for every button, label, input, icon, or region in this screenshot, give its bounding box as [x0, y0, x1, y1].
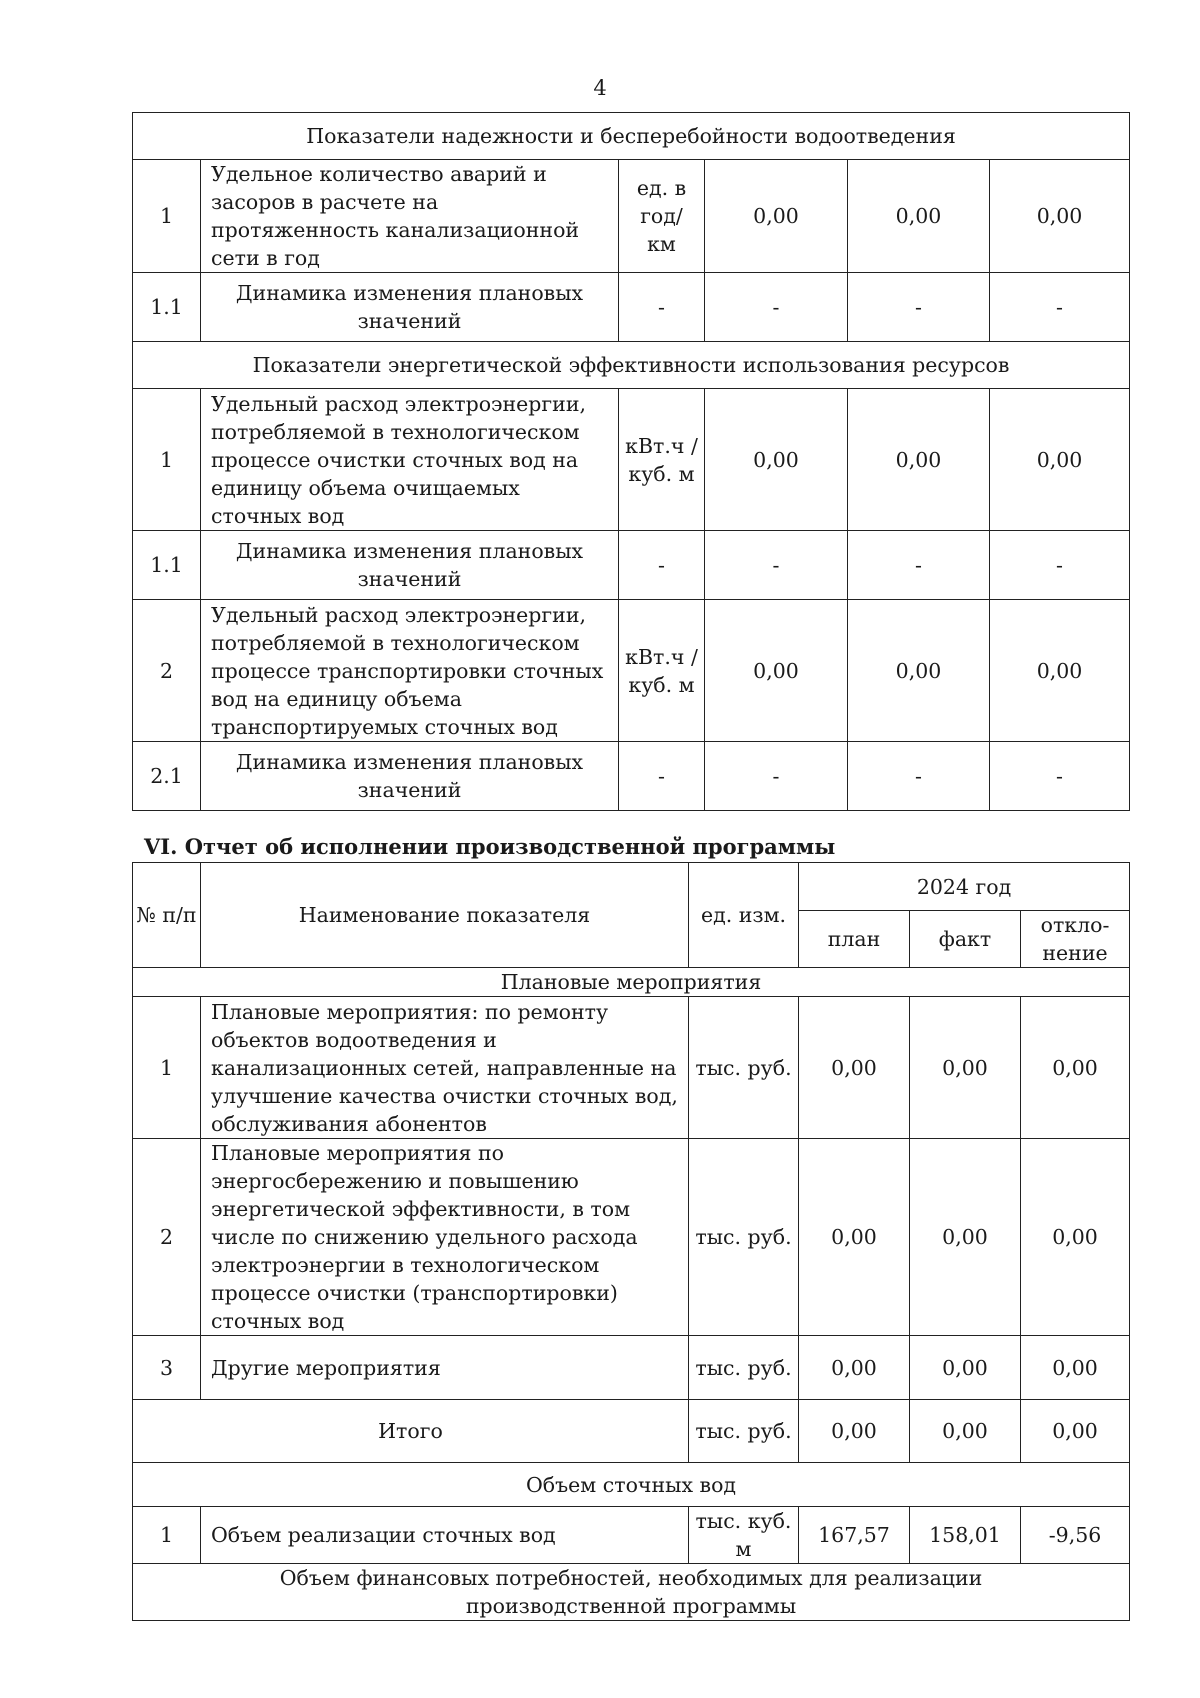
indicators-table — [132, 112, 1130, 811]
table-row — [133, 1507, 1130, 1564]
table-row — [133, 1336, 1130, 1400]
header-row — [133, 863, 1130, 911]
value-cell: 0,00 — [848, 160, 990, 273]
value-cell: - — [990, 531, 1130, 600]
total-row — [133, 1400, 1130, 1463]
section-title: Показатели надежности и бесперебойности водоотведения — [133, 113, 1130, 160]
unit-cell: - — [619, 273, 705, 342]
section-title: Показатели энергетической эффективности использования ресурсов — [133, 342, 1130, 389]
unit-cell: кВт.ч / куб. м — [619, 600, 705, 742]
fact-cell: 0,00 — [910, 1139, 1021, 1336]
header-deviation: откло-нение — [1021, 911, 1130, 968]
section-header-row — [133, 342, 1130, 389]
table-row — [133, 997, 1130, 1139]
section-title: Объем сточных вод — [133, 1463, 1130, 1507]
indicator-name: Удельное количество аварий и засоров в расчете на протяженность канализационной сети в год — [201, 160, 619, 273]
value-cell: - — [848, 531, 990, 600]
header-year: 2024 год — [799, 863, 1130, 911]
row-number: 1 — [133, 160, 201, 273]
section-header-row — [133, 1564, 1130, 1621]
table-row — [133, 742, 1130, 811]
table-row — [133, 273, 1130, 342]
plan-cell: 0,00 — [799, 997, 910, 1139]
plan-cell: 0,00 — [799, 1336, 910, 1400]
indicator-name: Динамика изменения плановых значений — [201, 273, 619, 342]
deviation-cell: 0,00 — [1021, 1400, 1130, 1463]
table-row — [133, 600, 1130, 742]
plan-cell: 0,00 — [799, 1139, 910, 1336]
value-cell: 0,00 — [990, 600, 1130, 742]
plan-cell: 0,00 — [799, 1400, 910, 1463]
unit-cell: тыс. руб. — [689, 1336, 799, 1400]
table-row — [133, 160, 1130, 273]
header-plan: план — [799, 911, 910, 968]
unit-cell: ед. в год/ км — [619, 160, 705, 273]
section-heading: VI. Отчет об исполнении производственной программы — [144, 834, 836, 859]
value-cell: - — [848, 742, 990, 811]
row-number: 2 — [133, 1139, 201, 1336]
row-number: 1 — [133, 389, 201, 531]
deviation-cell: 0,00 — [1021, 1139, 1130, 1336]
section-header-row — [133, 1463, 1130, 1507]
table-row — [133, 531, 1130, 600]
value-cell: 0,00 — [990, 389, 1130, 531]
value-cell: - — [848, 273, 990, 342]
section-header-row — [133, 113, 1130, 160]
indicator-name: Удельный расход электроэнергии, потребляемой в технологическом процессе очистки сточных вод на единицу объема очищаемых сточных вод — [201, 389, 619, 531]
table-row — [133, 1139, 1130, 1336]
value-cell: 0,00 — [848, 389, 990, 531]
deviation-cell: 0,00 — [1021, 997, 1130, 1139]
header-name: Наименование показателя — [201, 863, 689, 968]
row-number: 1.1 — [133, 531, 201, 600]
header-unit: ед. изм. — [689, 863, 799, 968]
row-number: 2 — [133, 600, 201, 742]
plan-cell: 167,57 — [799, 1507, 910, 1564]
unit-cell: тыс. руб. — [689, 1139, 799, 1336]
unit-cell: тыс. руб. — [689, 997, 799, 1139]
value-cell: 0,00 — [705, 389, 848, 531]
row-number: 1.1 — [133, 273, 201, 342]
indicator-name: Динамика изменения плановых значений — [201, 531, 619, 600]
value-cell: - — [990, 273, 1130, 342]
unit-cell: кВт.ч / куб. м — [619, 389, 705, 531]
row-number: 3 — [133, 1336, 201, 1400]
section-title: Плановые мероприятия — [133, 968, 1130, 997]
page-number: 4 — [593, 76, 607, 100]
total-label: Итого — [133, 1400, 689, 1463]
value-cell: - — [990, 742, 1130, 811]
report-table — [132, 862, 1130, 1621]
indicator-name: Другие мероприятия — [201, 1336, 689, 1400]
value-cell: - — [705, 742, 848, 811]
header-fact: факт — [910, 911, 1021, 968]
row-number: 2.1 — [133, 742, 201, 811]
header-number: № п/п — [133, 863, 201, 968]
section-title: Объем финансовых потребностей, необходимых для реализации производственной программы — [133, 1564, 1130, 1621]
unit-cell: - — [619, 531, 705, 600]
fact-cell: 0,00 — [910, 1400, 1021, 1463]
value-cell: 0,00 — [705, 600, 848, 742]
value-cell: 0,00 — [848, 600, 990, 742]
value-cell: 0,00 — [990, 160, 1130, 273]
value-cell: - — [705, 273, 848, 342]
indicator-name: Плановые мероприятия: по ремонту объектов водоотведения и канализационных сетей, направленные на улучшение качества очистки сточных вод, обслуживания абонентов — [201, 997, 689, 1139]
fact-cell: 0,00 — [910, 997, 1021, 1139]
fact-cell: 158,01 — [910, 1507, 1021, 1564]
deviation-cell: -9,56 — [1021, 1507, 1130, 1564]
indicator-name: Плановые мероприятия по энергосбережению и повышению энергетической эффективности, в том числе по снижению удельного расхода электроэнергии в технологическом процессе очистки (транспортировки) сточных вод — [201, 1139, 689, 1336]
fact-cell: 0,00 — [910, 1336, 1021, 1400]
row-number: 1 — [133, 1507, 201, 1564]
table-row — [133, 389, 1130, 531]
value-cell: 0,00 — [705, 160, 848, 273]
indicator-name: Удельный расход электроэнергии, потребляемой в технологическом процессе транспортировки сточных вод на единицу объема транспортируемых сточных вод — [201, 600, 619, 742]
unit-cell: тыс. руб. — [689, 1400, 799, 1463]
section-header-row — [133, 968, 1130, 997]
value-cell: - — [705, 531, 848, 600]
unit-cell: тыс. куб. м — [689, 1507, 799, 1564]
unit-cell: - — [619, 742, 705, 811]
row-number: 1 — [133, 997, 201, 1139]
indicator-name: Динамика изменения плановых значений — [201, 742, 619, 811]
deviation-cell: 0,00 — [1021, 1336, 1130, 1400]
indicator-name: Объем реализации сточных вод — [201, 1507, 689, 1564]
